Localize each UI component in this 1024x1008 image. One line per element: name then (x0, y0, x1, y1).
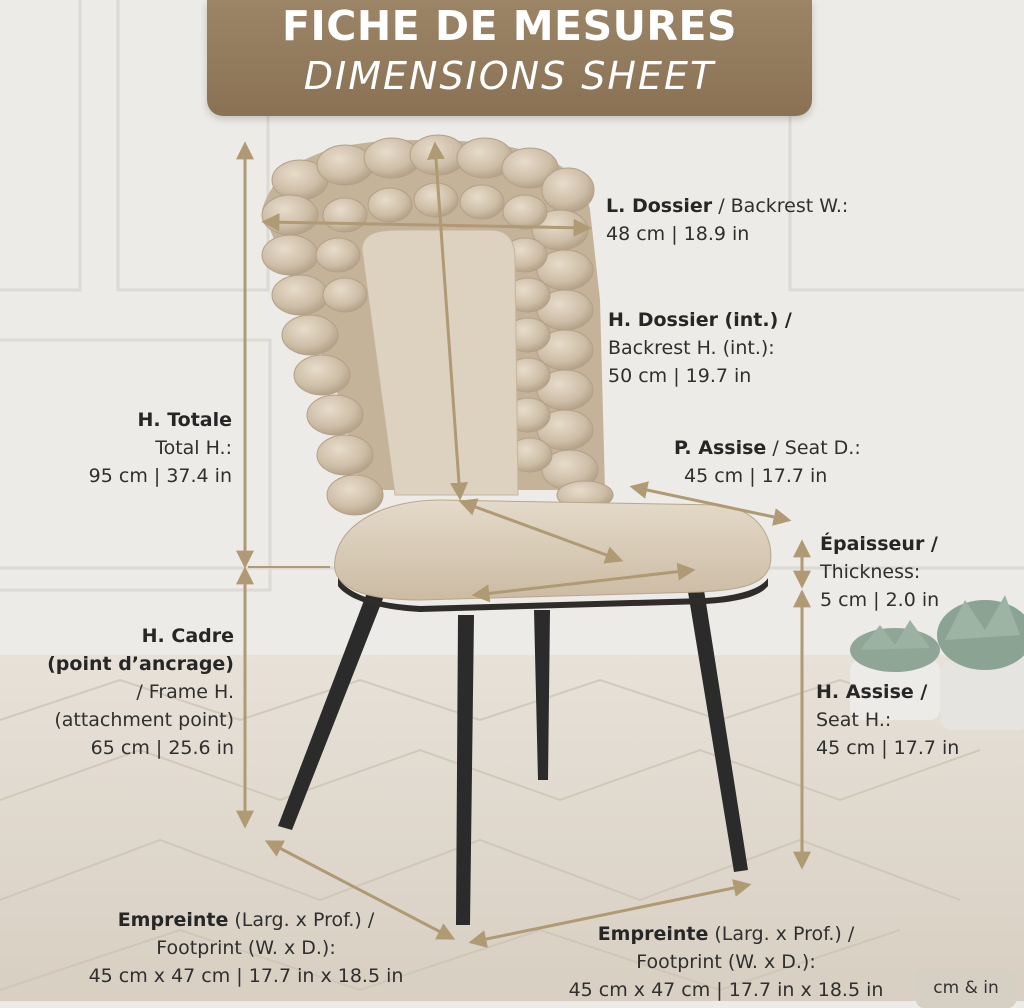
title-english: DIMENSIONS SHEET (303, 54, 716, 98)
title-banner (207, 0, 812, 116)
frame-height-fr: H. Cadre (141, 625, 234, 647)
backrest-width-fr: L. Dossier (606, 195, 713, 217)
frame-height-value: 65 cm | 25.6 in (90, 737, 234, 759)
frame-height-fr-note: (point d’ancrage) (47, 653, 234, 675)
label-thickness (820, 530, 939, 614)
total-height-fr: H. Totale (137, 409, 232, 431)
backrest-height-en: Backrest H. (int.): (608, 337, 775, 359)
title-french: FICHE DE MESURES (282, 2, 737, 50)
thickness-value: 5 cm | 2.0 in (820, 589, 940, 611)
frame-height-en: / Frame H. (136, 681, 234, 703)
total-height-value: 95 cm | 37.4 in (88, 465, 232, 487)
seat-height-fr: H. Assise / (816, 681, 928, 703)
total-height-en: Total H.: (155, 437, 232, 459)
label-footprint-left (50, 906, 442, 990)
thickness-en: Thickness: (820, 561, 921, 583)
seat-depth-value: 45 cm | 17.7 in (684, 465, 828, 487)
footprint-left-fr-note: (Larg. x Prof.) / (228, 909, 375, 931)
footprint-left-en: Footprint (W. x D.): (156, 937, 336, 959)
backrest-width-en: Backrest W.: (730, 195, 849, 217)
seat-depth-fr: P. Assise (674, 437, 767, 459)
label-seat-depth (674, 434, 861, 490)
footprint-right-value: 45 cm x 47 cm | 17.7 in x 18.5 in (568, 979, 884, 1001)
backrest-height-fr: H. Dossier (int.) / (608, 309, 792, 331)
label-backrest-width (606, 192, 848, 248)
seat-height-en: Seat H.: (816, 709, 892, 731)
label-total-height (40, 406, 232, 490)
footprint-right-fr-note: (Larg. x Prof.) / (708, 923, 855, 945)
label-backrest-height (608, 306, 792, 390)
footprint-left-fr: Empreinte (117, 909, 229, 931)
footprint-left-value: 45 cm x 47 cm | 17.7 in x 18.5 in (88, 965, 404, 987)
seat-height-value: 45 cm | 17.7 in (816, 737, 960, 759)
seat-depth-en: Seat D.: (784, 437, 861, 459)
footprint-right-fr: Empreinte (597, 923, 709, 945)
footprint-right-en: Footprint (W. x D.): (636, 951, 816, 973)
separator: / (766, 437, 785, 459)
label-frame-height (20, 622, 234, 762)
units-badge: cm & in (916, 968, 1016, 1008)
backrest-width-value: 48 cm | 18.9 in (606, 223, 750, 245)
separator: / (712, 195, 731, 217)
frame-height-en-note: (attachment point) (54, 709, 234, 731)
label-seat-height (816, 678, 959, 762)
backrest-height-value: 50 cm | 19.7 in (608, 365, 752, 387)
label-footprint-right (530, 920, 922, 1004)
thickness-fr: Épaisseur / (820, 533, 938, 555)
